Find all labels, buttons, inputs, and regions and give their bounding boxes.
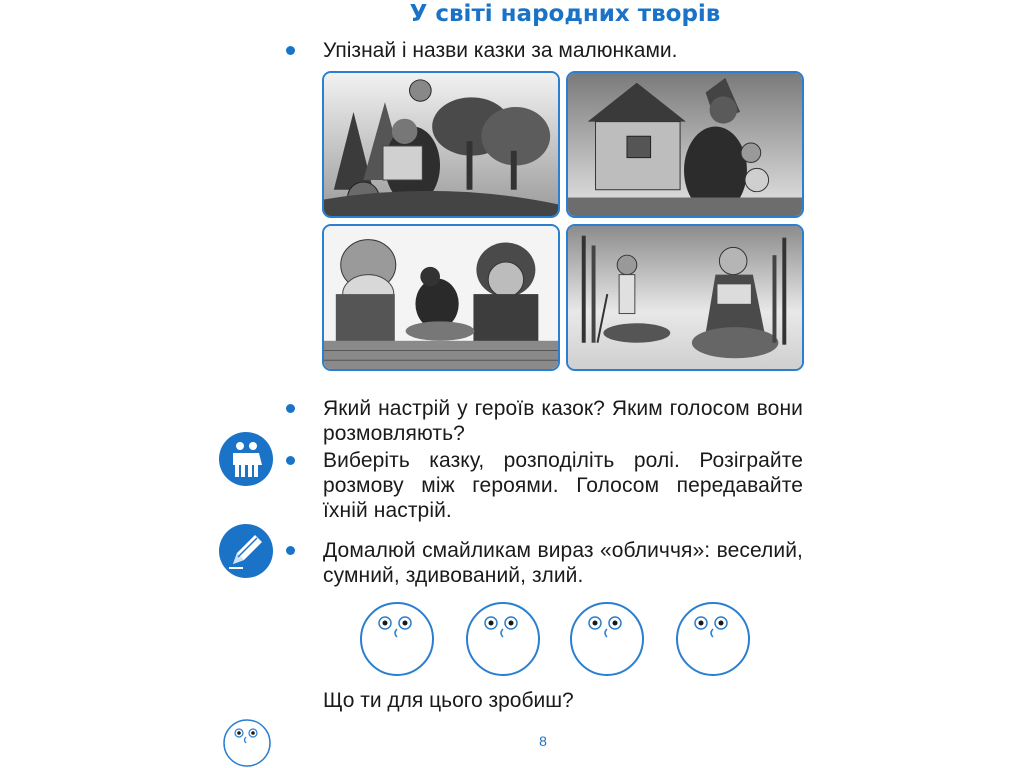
task-2-text: Який настрій у героїв казок? Яким голосом вони розмовляють? xyxy=(323,397,803,445)
fairy-tale-illustration-4 xyxy=(566,224,804,371)
fairy-tale-illustration-2 xyxy=(566,71,804,218)
page-number: 8 xyxy=(539,733,547,749)
blank-smiley xyxy=(569,601,645,677)
pair-work-icon xyxy=(219,432,273,486)
fairy-tale-illustration-1 xyxy=(322,71,560,218)
smiley-icon xyxy=(222,718,272,768)
bullet xyxy=(286,46,295,55)
bullet xyxy=(286,456,295,465)
pencil-icon xyxy=(219,524,273,578)
task-3-text: Виберіть казку, розподіліть ролі. Розіграйте розмову між героями. Голосом передавайте їхній настрій. xyxy=(323,449,803,522)
bullet xyxy=(286,546,295,555)
task-4-text: Домалюй смайликам вираз «обличчя»: веселий, сумний, здивований, злий. xyxy=(323,539,803,587)
bullet xyxy=(286,404,295,413)
blank-smiley xyxy=(465,601,541,677)
blank-smiley xyxy=(675,601,751,677)
page-title: У світі народних творів xyxy=(409,1,721,27)
fairy-tale-illustration-3 xyxy=(322,224,560,371)
task-1-text: Упізнай і назви казки за малюнками. xyxy=(323,39,678,62)
followup-question: Що ти для цього зробиш? xyxy=(323,689,574,712)
blank-smiley xyxy=(359,601,435,677)
